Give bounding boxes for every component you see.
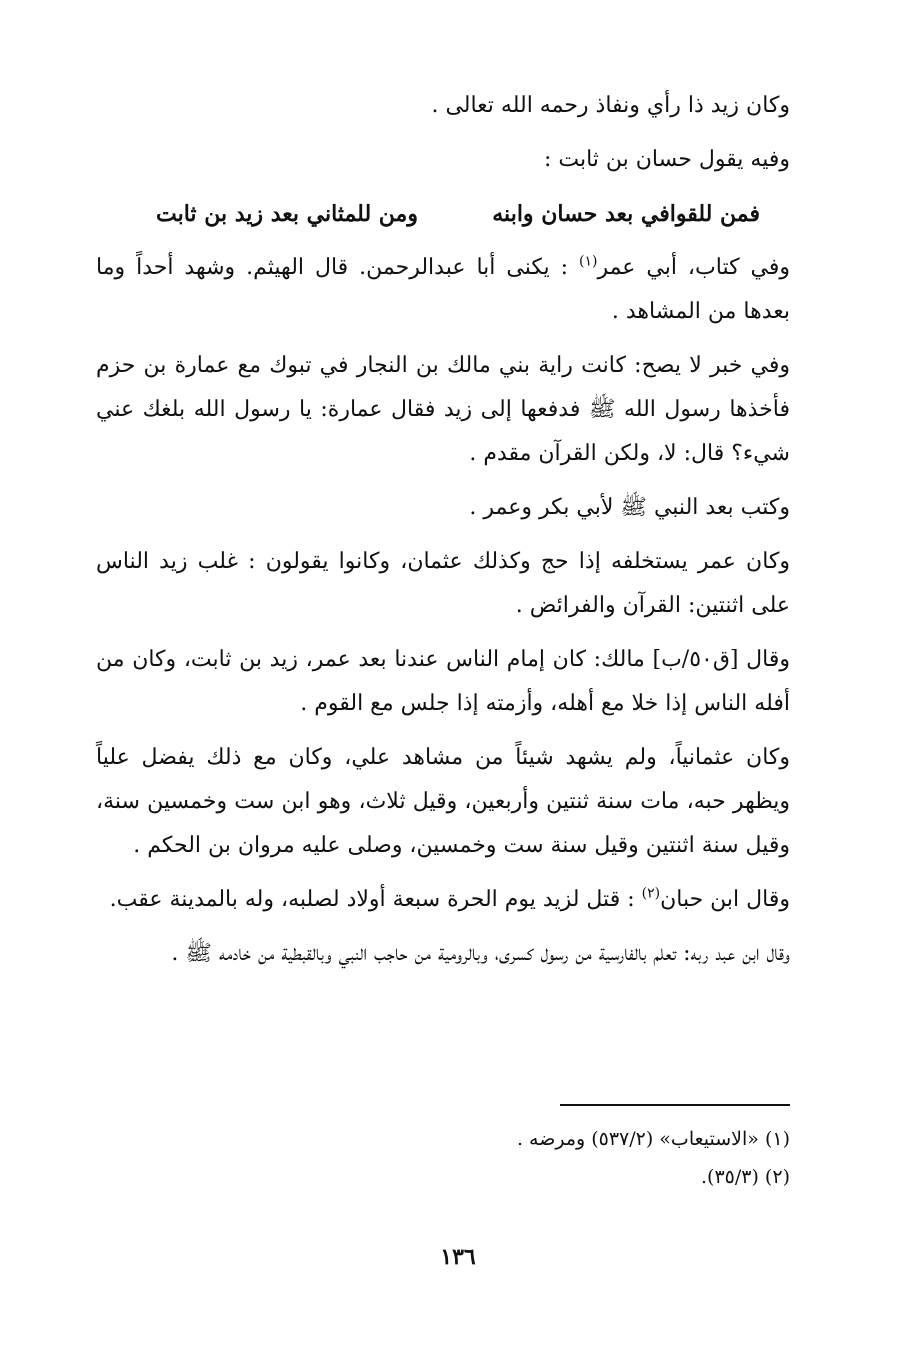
footnotes: [96, 1104, 790, 1196]
footnote-ref-1: (١): [578, 253, 598, 270]
paragraph-1: وكان زيد ذا رأي ونفاذ رحمه الله تعالى .: [431, 93, 790, 118]
footnote-2: (٢) (٣٥/٣).: [701, 1166, 790, 1188]
page-body: [96, 84, 790, 986]
paragraph-9-end: : قتل لزيد يوم الحرة سبعة أولاد لصلبه، وله بالمدينة عقب.: [109, 887, 642, 912]
paragraph-3: [96, 246, 790, 334]
paragraph-7: وقال [ق٥٠/ب] مالك: كان إمام الناس عندنا بعد عمر، زيد بن ثابت، وكان من أفله الناس إذا خلا مع أهله، وأزمته إذا جلس مع القوم .: [96, 647, 790, 716]
paragraph-10: وقال ابن عبد ربه: تعلم بالفارسية من رسول كسرى، وبالرومية من حاجب النبي وبالقبطية من خادمه ﷺ .: [171, 941, 790, 966]
footnote-separator: [560, 1104, 790, 1106]
paragraph-2: وفيه يقول حسان بن ثابت :: [543, 147, 790, 172]
verse-second-hemistich: ومن للمثاني بعد زيد بن ثابت: [156, 201, 418, 227]
paragraph-5: وكتب بعد النبي ﷺ لأبي بكر وعمر .: [469, 495, 790, 520]
page-number: ١٣٦: [440, 1244, 476, 1270]
paragraph-6: وكان عمر يستخلفه إذا حج وكذلك عثمان، وكانوا يقولون : غلب زيد الناس على اثنتين: القرآن والفرائض .: [96, 549, 790, 618]
paragraph-8: وكان عثمانياً، ولم يشهد شيئاً من مشاهد علي، وكان مع ذلك يفضل علياً ويظهر حبه، مات سنة ثنتين وأربعين، وقيل ثلاث، وهو ابن ست وخمسين سنة، وقيل سنة اثنتين وقيل سنة ست وخمسين، وصلى عليه مروان بن الحكم .: [96, 745, 790, 858]
paragraph-9-start: وقال ابن حبان: [660, 887, 790, 912]
footnote-1: (١) «الاستيعاب» (٥٣٧/٢) ومرضه .: [516, 1128, 790, 1150]
paragraph-3-end: : يكنى أبا عبدالرحمن. قال الهيثم. وشهد أحداً وما بعدها من المشاهد .: [96, 255, 790, 324]
verse-first-hemistich: فمن للقوافي بعد حسان وابنه: [492, 201, 760, 227]
paragraph-4: وفي خبر لا يصح: كانت راية بني مالك بن النجار في تبوك مع عمارة بن حزم فأخذها رسول الله ﷺ فدفعها إلى زيد فقال عمارة: يا رسول الله بلغك عني شيء؟ قال: لا، ولكن القرآن مقدم .: [96, 353, 790, 466]
paragraph-9: [96, 878, 790, 922]
footnote-ref-2: (٢): [641, 885, 661, 902]
poetry-verse: [156, 192, 760, 236]
paragraph-3-start: وفي كتاب، أبي عمر: [597, 255, 791, 280]
